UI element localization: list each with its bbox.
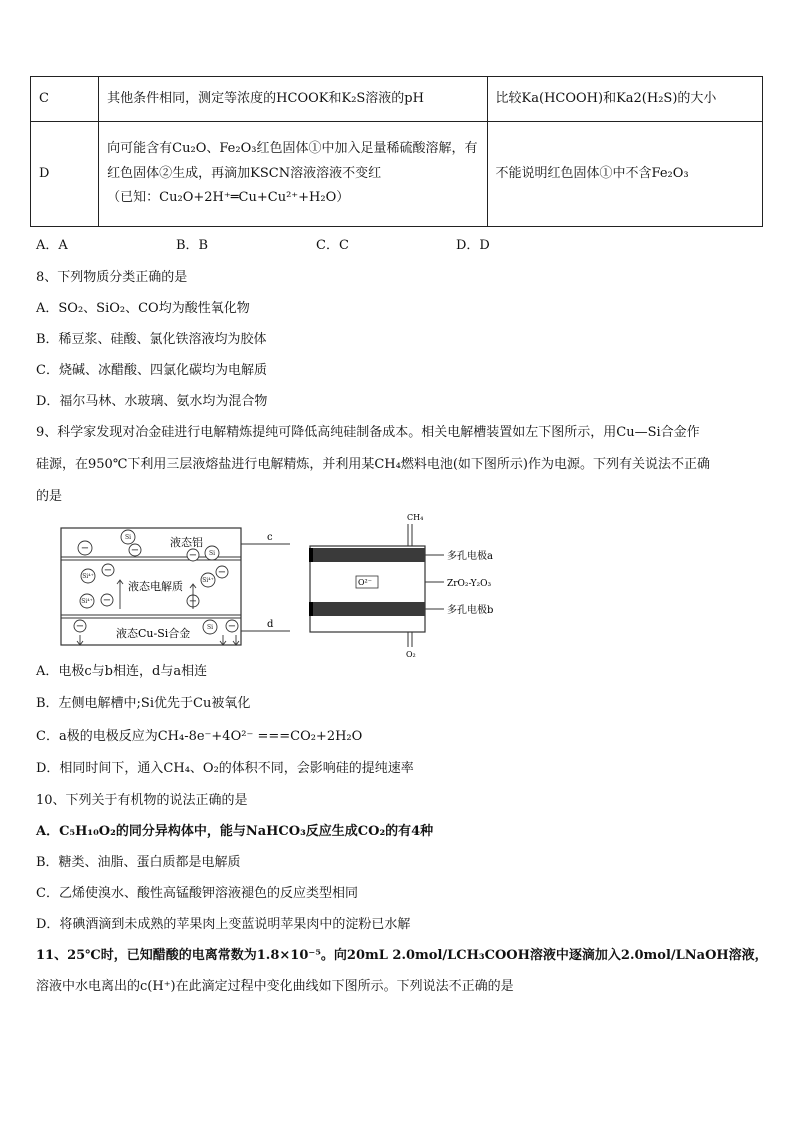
conclusion-cell: 比较Ka(HCOOH)和Ka2(H₂S)的大小 (487, 77, 762, 122)
electrode-c-label: c (267, 532, 273, 543)
electrolysis-cell-figure (60, 523, 300, 651)
question-stem: 溶液中水电离出的c(H⁺)在此滴定过程中变化曲线如下图所示。下列说法不正确的是 (36, 979, 514, 994)
q7-answers (36, 234, 490, 253)
ch4-label: CH₄ (407, 513, 424, 522)
answer-option: A．SO₂、SiO₂、CO均为酸性氧化物 (36, 301, 250, 316)
option-cell: C (31, 77, 99, 122)
option-cell: D (31, 122, 99, 227)
porous-electrode-a (310, 548, 425, 562)
electrode-b-label: 多孔电极b (447, 605, 494, 616)
electrode-a-label: 多孔电极a (447, 551, 493, 562)
answer-option: B．糖类、油脂、蛋白质都是电解质 (36, 855, 241, 870)
svg-text:−: − (188, 550, 198, 561)
answer-option: C．a极的电极反应为CH₄-8e⁻+4O²⁻ ===CO₂+2H₂O (36, 729, 363, 744)
answer-option: A．电极c与b相连，d与a相连 (36, 664, 208, 679)
answer-option: D．相同时间下，通入CH₄、O₂的体积不同，会影响硅的提纯速率 (36, 761, 414, 776)
answer-option: A．C₅H₁₀O₂的同分异构体中，能与NaHCO₃反应生成CO₂的有4种 (36, 824, 434, 839)
answer-option: C．C (316, 238, 349, 253)
answer-option: B．左侧电解槽中;Si优先于Cu被氧化 (36, 696, 251, 711)
layer-label-al: 液态铝 (170, 536, 203, 549)
electrode-d-label: d (267, 619, 274, 630)
svg-text:Si: Si (208, 550, 216, 557)
oxide-ion-label: O²⁻ (358, 578, 372, 587)
svg-text:−: − (75, 621, 85, 632)
operation-cell: 其他条件相同，测定等浓度的HCOOK和K₂S溶液的pH (99, 77, 487, 122)
o2-label: O₂ (406, 650, 416, 659)
operation-note: （已知：Cu₂O+2H⁺═Cu+Cu²⁺+H₂O） (107, 190, 350, 206)
table-row (31, 77, 763, 122)
svg-text:Si: Si (206, 624, 214, 631)
svg-text:−: − (188, 596, 198, 607)
fuel-cell-figure (304, 510, 514, 660)
question-stem: 8、下列物质分类正确的是 (36, 270, 188, 285)
answer-option: C．乙烯使溴水、酸性高锰酸钾溶液褪色的反应类型相同 (36, 886, 358, 901)
svg-text:Si⁴⁺: Si⁴⁺ (202, 577, 214, 584)
svg-text:−: − (130, 545, 140, 556)
table-row (31, 122, 763, 227)
svg-text:−: − (217, 567, 227, 578)
electrolyte-label: ZrO₂-Y₂O₃ (447, 579, 492, 589)
question-stem: 10、下列关于有机物的说法正确的是 (36, 793, 248, 808)
answer-option: B．稀豆浆、硅酸、氯化铁溶液均为胶体 (36, 332, 267, 347)
svg-text:−: − (103, 565, 113, 576)
question-stem: 9、科学家发现对冶金硅进行电解精炼提纯可降低高纯硅制备成本。相关电解槽装置如左下图所示，用Cu—Si合金作 (36, 425, 700, 440)
question-stem: 11、25℃时，已知醋酸的电离常数为1.8×10⁻⁵。向20mL 2.0mol/LCH₃COOH溶液中逐滴加入2.0mol/LNaOH溶液， (36, 948, 768, 963)
svg-text:−: − (102, 595, 112, 606)
svg-text:−: − (227, 621, 237, 632)
answer-option: D．D (456, 238, 490, 253)
svg-text:Si: Si (124, 534, 132, 541)
answer-option: B．B (176, 238, 209, 253)
layer-label-electrolyte: 液态电解质 (128, 580, 183, 593)
answer-option: A．A (36, 238, 68, 253)
svg-text:−: − (80, 543, 90, 554)
layer-label-cusi: 液态Cu-Si合金 (116, 627, 191, 640)
svg-text:Si⁴⁺: Si⁴⁺ (82, 573, 94, 580)
answer-option: D．将碘酒滴到未成熟的苹果肉上变蓝说明苹果肉中的淀粉已水解 (36, 917, 411, 932)
answer-option: C．烧碱、冰醋酸、四氯化碳均为电解质 (36, 363, 267, 378)
conclusion-cell: 不能说明红色固体①中不含Fe₂O₃ (487, 122, 762, 227)
answer-option: D．福尔马林、水玻璃、氨水均为混合物 (36, 394, 268, 409)
operation-line: 向可能含有Cu₂O、Fe₂O₃红色固体①中加入足量稀硫酸溶解，有 (107, 140, 478, 156)
porous-electrode-b (310, 602, 425, 616)
operation-line: 红色固体②生成，再滴加KSCN溶液溶液不变红 (107, 165, 382, 181)
svg-text:Si⁴⁺: Si⁴⁺ (81, 598, 93, 605)
operation-cell (99, 122, 487, 227)
options-table (30, 76, 763, 227)
question-stem: 硅源，在950℃下利用三层液熔盐进行电解精炼，并利用某CH₄燃料电池(如下图所示)作为电源。下列有关说法不正确 (36, 457, 710, 472)
question-stem: 的是 (36, 489, 63, 504)
